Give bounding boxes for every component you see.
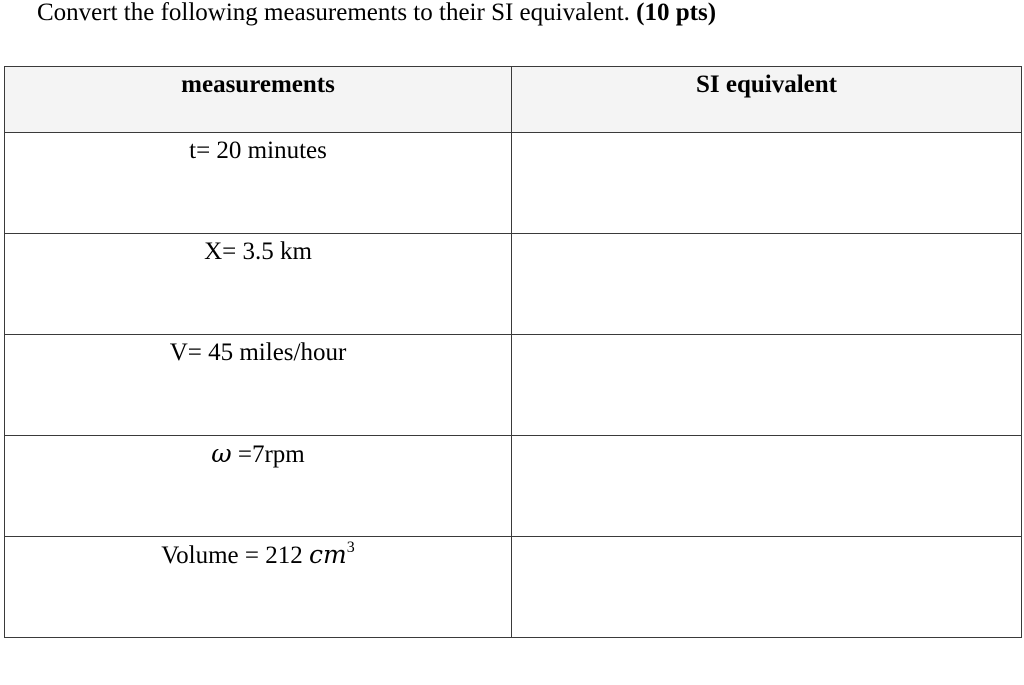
header-si-equivalent: SI equivalent [512,67,1022,133]
header-row [5,67,1022,133]
measurement-cell: t= 20 minutes [5,133,512,234]
answer-cell[interactable] [512,335,1022,436]
header-measurements: measurements [5,67,512,133]
unit-exponent: 3 [346,538,355,556]
measurement-value: =7rpm [231,441,305,468]
measurement-cell: X= 3.5 km [5,234,512,335]
instruction-text: Convert the following measurements to their SI equivalent. [37,0,630,26]
conversion-table [4,66,1022,638]
measurement-cell [5,537,512,638]
measurement-cell [5,436,512,537]
table-row [5,537,1022,638]
instruction [37,0,716,29]
measurement-value: Volume = 212 [161,542,309,569]
answer-cell[interactable] [512,234,1022,335]
table-row [5,335,1022,436]
points-label: (10 pts) [636,0,717,26]
answer-cell[interactable] [512,436,1022,537]
table-row [5,234,1022,335]
omega-symbol: ω [211,439,232,468]
unit-cm: cm [308,540,347,569]
table-row [5,133,1022,234]
table-row [5,436,1022,537]
answer-cell[interactable] [512,537,1022,638]
measurement-cell: V= 45 miles/hour [5,335,512,436]
answer-cell[interactable] [512,133,1022,234]
